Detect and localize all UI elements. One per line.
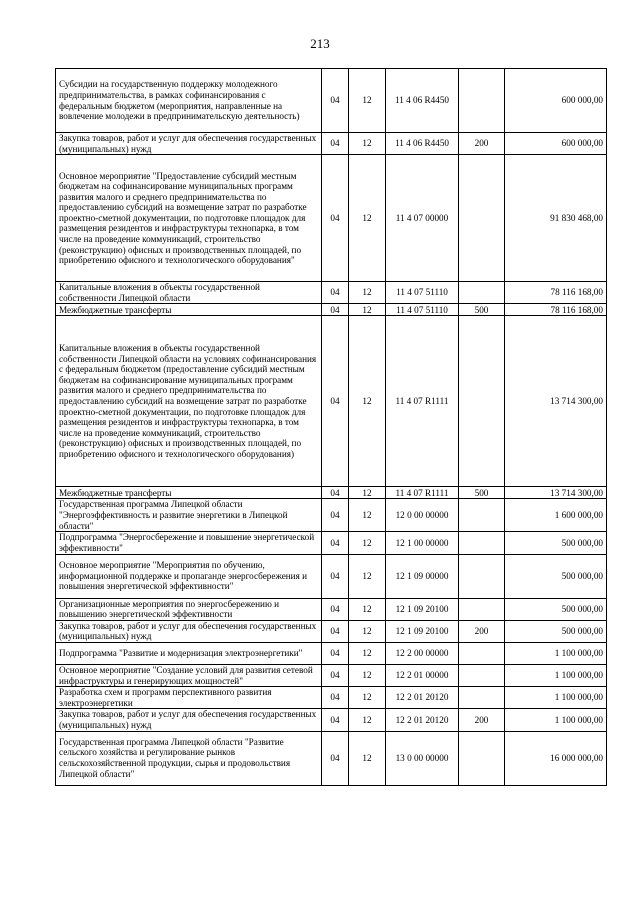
row-subsection: 12 [349,687,386,709]
row-subsection: 12 [349,304,386,316]
row-name: Межбюджетные трансферты [56,487,322,499]
row-target-article: 12 2 00 00000 [386,642,459,664]
row-target-article: 12 0 00 00000 [386,499,459,532]
row-name: Подпрограмма "Энергосбережение и повышение энергетической эффективности" [56,532,322,554]
table-row [56,304,607,316]
table-row [56,487,607,499]
row-expense-type [459,69,505,133]
row-subsection: 12 [349,642,386,664]
row-name: Подпрограмма "Развитие и модернизация электроэнергетики" [56,642,322,664]
row-section: 04 [322,532,349,554]
row-amount: 78 116 168,00 [505,282,607,304]
budget-table [55,68,607,786]
row-expense-type: 500 [459,487,505,499]
row-name: Основное мероприятие "Создание условий для развития сетевой инфраструктуры и генерирующих мощностей" [56,664,322,686]
budget-table-body [56,69,607,786]
table-row [56,598,607,620]
row-subsection: 12 [349,620,386,642]
row-expense-type [459,731,505,785]
row-section: 04 [322,133,349,155]
row-expense-type [459,642,505,664]
row-section: 04 [322,709,349,731]
row-amount: 1 600 000,00 [505,499,607,532]
table-row [56,731,607,785]
row-section: 04 [322,316,349,487]
row-section: 04 [322,487,349,499]
row-expense-type [459,316,505,487]
row-target-article: 12 2 01 20120 [386,709,459,731]
row-target-article: 12 1 09 20100 [386,620,459,642]
row-section: 04 [322,155,349,282]
row-name: Закупка товаров, работ и услуг для обеспечения государственных (муниципальных) нужд [56,709,322,731]
row-subsection: 12 [349,155,386,282]
row-section: 04 [322,620,349,642]
row-subsection: 12 [349,69,386,133]
row-section: 04 [322,731,349,785]
table-row [56,499,607,532]
row-name: Капитальные вложения в объекты государственной собственности Липецкой области [56,282,322,304]
row-subsection: 12 [349,598,386,620]
row-expense-type [459,554,505,598]
row-target-article: 11 4 07 R1111 [386,316,459,487]
row-name: Межбюджетные трансферты [56,304,322,316]
row-amount: 1 100 000,00 [505,709,607,731]
row-target-article: 13 0 00 00000 [386,731,459,785]
table-row [56,687,607,709]
row-name: Закупка товаров, работ и услуг для обеспечения государственных (муниципальных) нужд [56,133,322,155]
row-expense-type [459,282,505,304]
row-subsection: 12 [349,499,386,532]
row-subsection: 12 [349,282,386,304]
row-target-article: 12 1 09 00000 [386,554,459,598]
row-subsection: 12 [349,487,386,499]
row-expense-type: 200 [459,709,505,731]
row-expense-type [459,687,505,709]
table-row [56,282,607,304]
row-section: 04 [322,664,349,686]
row-expense-type: 200 [459,133,505,155]
row-amount: 13 714 300,00 [505,487,607,499]
row-section: 04 [322,282,349,304]
row-amount: 1 100 000,00 [505,687,607,709]
row-name: Закупка товаров, работ и услуг для обеспечения государственных (муниципальных) нужд [56,620,322,642]
table-row [56,709,607,731]
row-target-article: 11 4 07 R1111 [386,487,459,499]
row-name: Основное мероприятие "Предоставление субсидий местным бюджетам на софинансирование муниципальных программ развития малого и среднего предпринимательства по предоставлению субсидий на возмещение затрат по разработке проектно-сметной документации, по подготовке площадок для размещения резидентов и инфраструктуры технопарка, в том числе на проведение коммуникаций, строительство (реконструкцию) офисных и производственных площадей, по приобретению офисного и технологического оборудования" [56,155,322,282]
row-amount: 1 100 000,00 [505,664,607,686]
table-row [56,155,607,282]
row-amount: 600 000,00 [505,69,607,133]
row-amount: 500 000,00 [505,554,607,598]
row-target-article: 12 1 09 20100 [386,598,459,620]
row-section: 04 [322,304,349,316]
row-section: 04 [322,598,349,620]
row-section: 04 [322,554,349,598]
row-amount: 500 000,00 [505,532,607,554]
row-subsection: 12 [349,532,386,554]
row-subsection: 12 [349,316,386,487]
row-name: Основное мероприятие "Мероприятия по обучению, информационной поддержке и пропаганде энергосбережения и повышения энергетической эффективности" [56,554,322,598]
table-row [56,69,607,133]
row-target-article: 12 2 01 00000 [386,664,459,686]
row-amount: 91 830 468,00 [505,155,607,282]
page-number: 213 [310,36,330,51]
row-amount: 16 000 000,00 [505,731,607,785]
row-target-article: 11 4 07 00000 [386,155,459,282]
row-expense-type [459,532,505,554]
row-amount: 600 000,00 [505,133,607,155]
row-target-article: 12 2 01 20120 [386,687,459,709]
row-target-article: 12 1 00 00000 [386,532,459,554]
table-row [56,620,607,642]
table-row [56,532,607,554]
row-amount: 78 116 168,00 [505,304,607,316]
row-expense-type: 200 [459,620,505,642]
row-section: 04 [322,687,349,709]
row-expense-type [459,664,505,686]
table-row [56,664,607,686]
row-expense-type: 500 [459,304,505,316]
row-amount: 500 000,00 [505,620,607,642]
row-amount: 500 000,00 [505,598,607,620]
row-subsection: 12 [349,133,386,155]
table-row [56,133,607,155]
row-target-article: 11 4 07 51110 [386,304,459,316]
row-amount: 1 100 000,00 [505,642,607,664]
row-subsection: 12 [349,554,386,598]
table-row [56,316,607,487]
row-subsection: 12 [349,664,386,686]
table-row [56,642,607,664]
row-target-article: 11 4 07 51110 [386,282,459,304]
row-target-article: 11 4 06 R4450 [386,133,459,155]
row-expense-type [459,598,505,620]
row-name: Государственная программа Липецкой области "Энергоэффективность и развитие энергетики в Липецкой области" [56,499,322,532]
row-target-article: 11 4 06 R4450 [386,69,459,133]
row-amount: 13 714 300,00 [505,316,607,487]
row-name: Субсидии на государственную поддержку молодежного предпринимательства, в рамках софинансирования с федеральным бюджетом (мероприятия, направленные на вовлечение молодежи в предпринимательскую деятельность) [56,69,322,133]
row-expense-type [459,155,505,282]
row-subsection: 12 [349,731,386,785]
row-subsection: 12 [349,709,386,731]
row-expense-type [459,499,505,532]
row-name: Капитальные вложения в объекты государственной собственности Липецкой области на условиях софинансирования с федеральным бюджетом (предоставление субсидий местным бюджетам на софинансирование муниципальных программ развития малого и среднего предпринимательства по предоставлению субсидий на возмещение затрат по разработке проектно-сметной документации, по подготовке площадок для размещения резидентов и инфраструктуры технопарка, в том числе на проведение коммуникаций, строительство (реконструкцию) офисных и производственных площадей, по приобретению офисного и технологического оборудования) [56,316,322,487]
row-name: Государственная программа Липецкой области "Развитие сельского хозяйства и регулирование рынков сельскохозяйственной продукции, сырья и продовольствия Липецкой области" [56,731,322,785]
row-section: 04 [322,642,349,664]
table-row [56,554,607,598]
row-name: Разработка схем и программ перспективного развития электроэнергетики [56,687,322,709]
row-name: Организационные мероприятия по энергосбережению и повышению энергетической эффективности [56,598,322,620]
row-section: 04 [322,499,349,532]
row-section: 04 [322,69,349,133]
